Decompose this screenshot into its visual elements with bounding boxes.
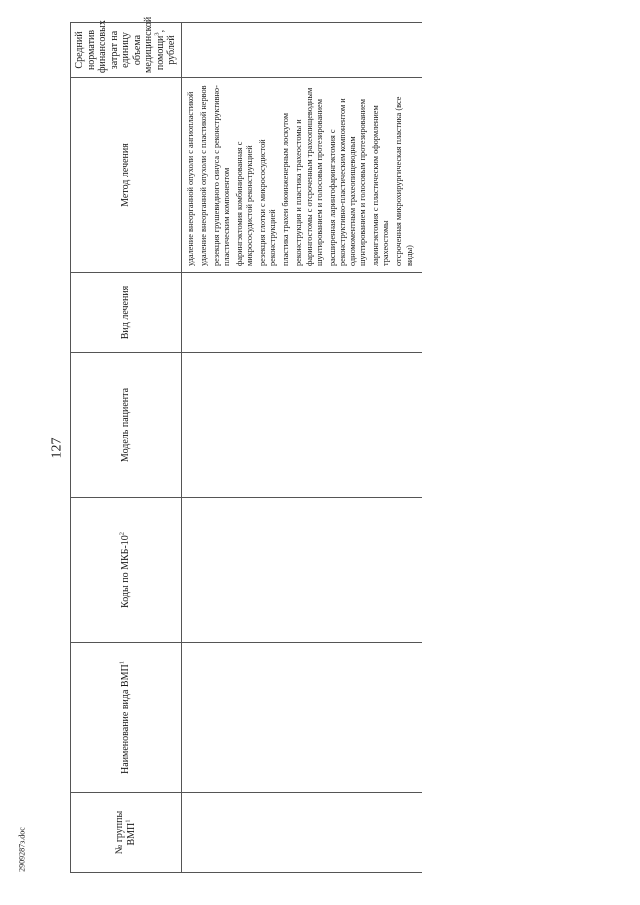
method-item: удаление внеорганной опухоли с пластикой нервов bbox=[198, 85, 208, 266]
header-vmp-name: Наименование вида ВМП$^1$ bbox=[71, 643, 182, 793]
cell-patient-model bbox=[181, 353, 422, 498]
cell-vmp-name bbox=[181, 643, 422, 793]
method-item: реконструкция и пластика трахеостомы и фарингостомы с отсроченным трахеопищеводным шунтированием и голосовым протезированием bbox=[294, 87, 324, 266]
method-item: удаление внеорганной опухоли с ангиопластикой bbox=[185, 91, 195, 266]
header-patient-model: Модель пациента bbox=[71, 353, 182, 498]
table-header-row bbox=[71, 23, 182, 873]
table-row bbox=[181, 23, 422, 873]
page-number: 127 bbox=[49, 437, 65, 459]
method-item: резекция глотки с микрососудистой реконструкцией bbox=[258, 139, 278, 266]
method-item: отсроченная микрохирургическая пластика (все виды) bbox=[394, 96, 414, 266]
method-item: ларингэктомия с пластическим оформлением трахеостомы bbox=[371, 105, 391, 266]
header-average-cost: Средний норматив финансовых затрат на единицу объема медицинской помощи$^3$, рублей bbox=[71, 23, 182, 78]
method-item: расширенная ларингофарингэктомия с реконструктивно-пластическим компонентом и одномоментным трахеопищеводным шунтированием и голосовым протезированием bbox=[327, 98, 368, 266]
header-treatment-type: Вид лечения bbox=[71, 273, 182, 353]
cell-group-number bbox=[181, 793, 422, 873]
cell-icd-codes bbox=[181, 498, 422, 643]
treatment-table bbox=[70, 16, 422, 873]
cell-treatment-type bbox=[181, 273, 422, 353]
method-item: фарингэктомия комбинированная с микрососудистой реконструкцией bbox=[234, 141, 255, 266]
cell-treatment-methods bbox=[181, 78, 422, 273]
cell-average-cost bbox=[181, 23, 422, 78]
header-group-number: № группы ВМП$^1$ bbox=[71, 793, 182, 873]
method-item: резекция грушевидного синуса с реконструктивно-пластическим компонентом bbox=[211, 85, 231, 266]
header-icd-codes: Коды по МКБ-$10^2$ bbox=[71, 498, 182, 643]
header-treatment-method: Метод лечения bbox=[71, 78, 182, 273]
footer-filename: 2909287з.doc bbox=[17, 827, 27, 872]
method-item: пластика трахеи биоинженерным лоскутом bbox=[281, 113, 291, 266]
